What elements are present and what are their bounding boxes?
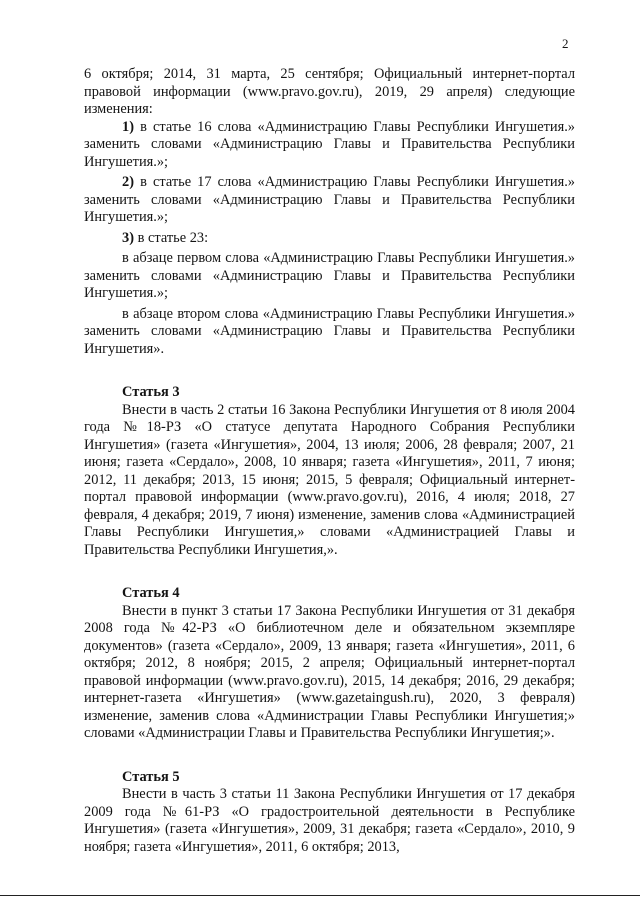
intro-paragraph: 6 октября; 2014, 31 марта, 25 сентября; Официальный интернет-портал правовой информации (www.pravo.gov.ru), 2019, 29 апреля) следующие изменения: — [84, 66, 575, 117]
page-edge-line — [0, 895, 640, 896]
article-3-text: Внести в часть 2 статьи 16 Закона Республики Ингушетия от 8 июля 2004 года №18-РЗ «О статусе депутата Народного Собрания Республики Ингушетия» (газета «Ингушетия», 2004, 13 июля; 2006, 28 февраля; 2007, 21 июня; газета «Сердало», 2008, 10 января; газета «Ингушетия», 2011, 7 июня; 2012, 11 декабря; 2013, 15 июня; 2015, 5 февраля; Официальный интернет-портал правовой информации (www.pravo.gov.ru), 2016, 4 июля; 2018, 27 февраля, 4 декабря; 2019, 7 июня) изменение, заменив слова «Администрацией Главы Республики Ингушетия,» словами «Администрацией Главы и Правительства Республики Ингушетия,». — [84, 401, 575, 558]
article-4-heading: Статья 4 — [122, 585, 180, 601]
document-body — [84, 66, 575, 856]
list-item-number: 2) — [122, 174, 134, 190]
list-item-3 — [84, 230, 575, 248]
list-item-text: в статье 16 слова «Администрацию Главы Республики Ингушетия.» заменить словами «Администрацию Главы и Правительства Республики Ингушетия.»; — [84, 118, 575, 170]
list-item-number: 1) — [122, 118, 134, 135]
article-3-heading: Статья 3 — [122, 384, 180, 400]
article-5-text: Внести в часть 3 статьи 11 Закона Республики Ингушетия от 17 декабря 2009 года №61-РЗ «О градостроительной деятельности в Республике Ингушетия» (газета «Ингушетия», 2009, 31 декабря; газета «Сердало», 2010, 9 ноября; газета «Ингушетия», 2011, 6 октября; 2013, — [84, 786, 575, 855]
article-4-text: Внести в пункт 3 статьи 17 Закона Республики Ингушетия от 31 декабря 2008 года №42-РЗ «О библиотечном деле и обязательном экземпляре документов» (газета «Сердало», 2009, 13 января; газета «Ингушетия», 2011, 6 октября; 2012, 8 ноября; 2015, 2 апреля; Официальный интернет-портал правовой информации (www.pravo.gov.ru), 2015, 14 декабря; 2016, 29 декабря; интернет-газета «Ингушетия» (www.gazetaingush.ru), 2020, 3 февраля) изменение, заменив слова «Администрации Главы Республики Ингушетия;» словами «Администрации Главы и Правительства Республики Ингушетия;». — [84, 602, 575, 741]
page-number: 2 — [562, 36, 569, 51]
list-item-number: 3) — [122, 229, 134, 246]
sub-item-2: в абзаце втором слова «Администрацию Главы Республики Ингушетия.» заменить словами «Администрацию Главы и Правительства Республики Ингушетия». — [84, 305, 575, 357]
article-5-heading: Статья 5 — [122, 768, 180, 785]
list-item-2 — [84, 174, 575, 227]
sub-item-1: в абзаце первом слова «Администрацию Главы Республики Ингушетия.» заменить словами «Администрацию Главы и Правительства Республики Ингушетия.»; — [84, 250, 575, 301]
list-item-text: в статье 23: — [134, 229, 209, 246]
list-item-1 — [84, 119, 575, 172]
list-item-text: в статье 17 слова «Администрацию Главы Республики Ингушетия.» заменить словами «Администрацию Главы и Правительства Республики Ингушетия.»; — [84, 174, 575, 225]
